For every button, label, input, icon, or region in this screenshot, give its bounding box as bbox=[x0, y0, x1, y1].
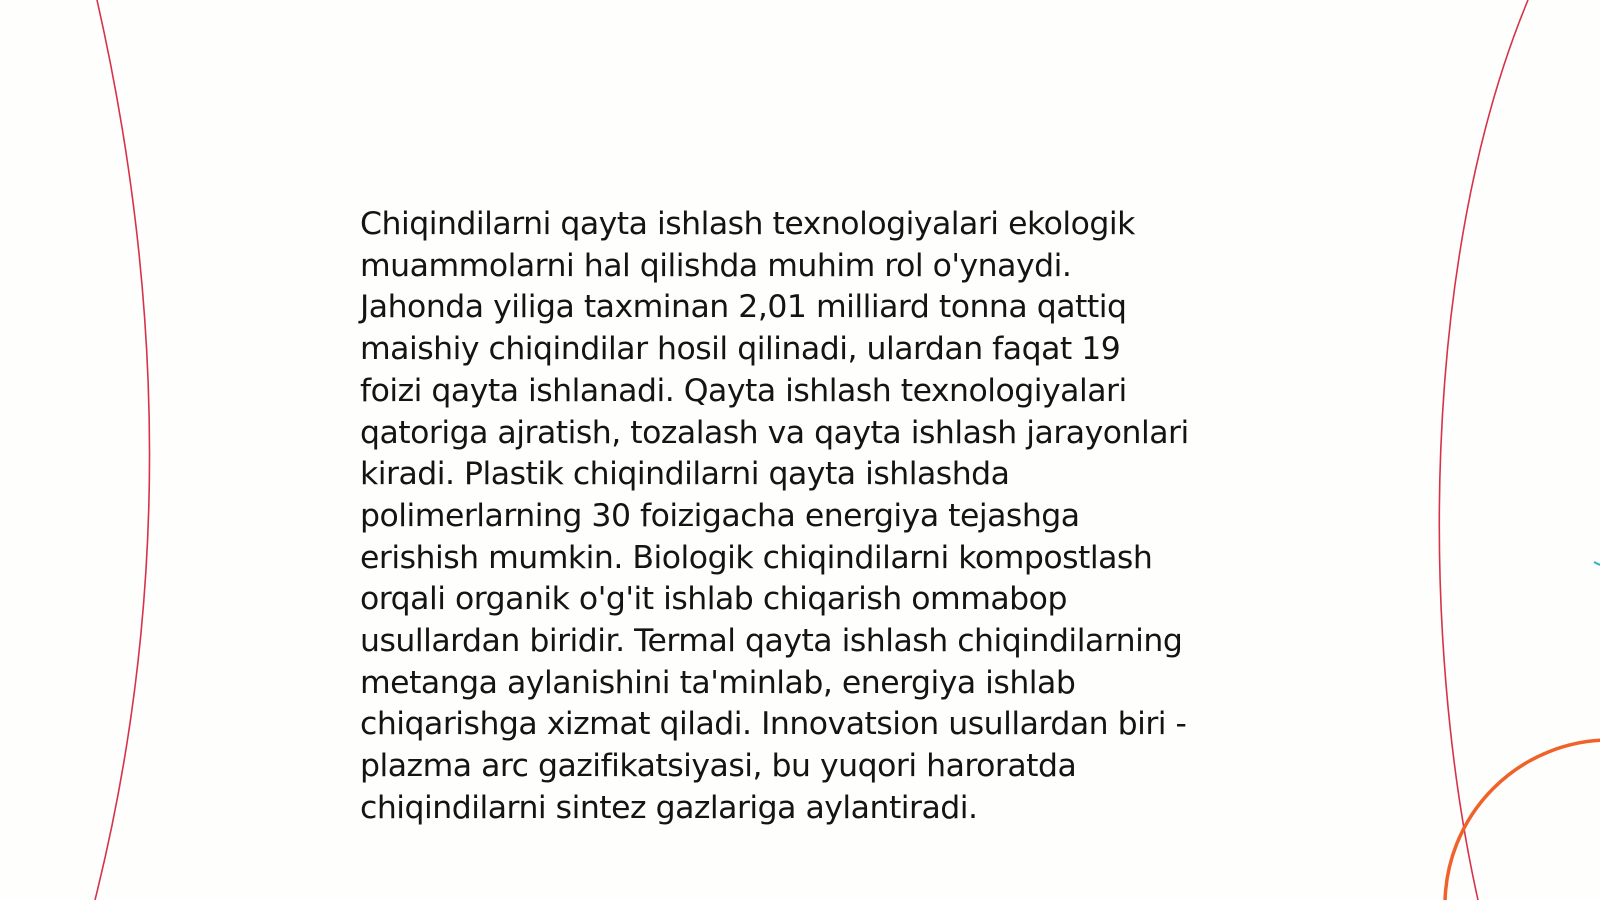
slide-body-text: Chiqindilarni qayta ishlash texnologiyalari ekologik muammolarni hal qilishda muhim rol o'ynaydi. Jahonda yiliga taxminan 2,01 milliard tonna qattiq maishiy chiqindilar hosil qilinadi, ulardan faqat 19 foizi qayta ishlanadi. Qayta ishlash texnologiyalari qatoriga ajratish, tozalash va qayta ishlash jarayonlari kiradi. Plastik chiqindilarni qayta ishlashda polimerlarning 30 foizigacha energiya tejashga erishish mumkin. Biologik chiqindilarni kompostlash orqali organik o'g'it ishlab chiqarish ommabop usullardan biridir. Termal qayta ishlash chiqindilarning metanga aylanishini ta'minlab, energiya ishlab chiqarishga xizmat qiladi. Innovatsion usullardan biri - plazma arc gazifikatsiyasi, bu yuqori haroratda chiqindilarni sintez gazlariga aylantiradi. bbox=[360, 206, 1189, 826]
orange-circle-decoration bbox=[1445, 740, 1600, 900]
left-arc-decoration bbox=[95, 0, 150, 900]
teal-accent-decoration bbox=[1594, 562, 1600, 565]
right-arc-decoration bbox=[1439, 0, 1528, 900]
